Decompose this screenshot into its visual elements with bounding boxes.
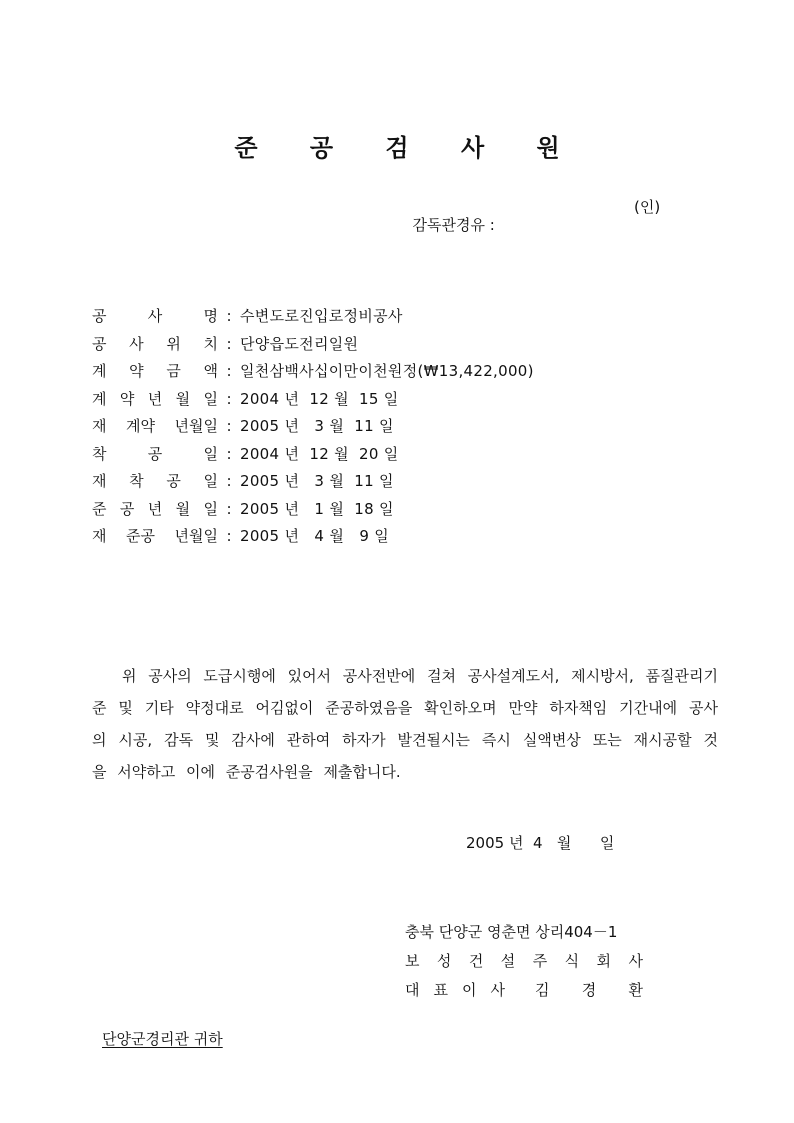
info-row: [92, 389, 534, 417]
project-info-table: [92, 306, 534, 554]
representative-name-char: 김: [535, 981, 550, 999]
info-colon: :: [226, 334, 232, 353]
info-label-part: 공: [119, 499, 135, 518]
info-label-part: 월: [175, 389, 191, 408]
info-value: 단양읍도전리일원: [240, 334, 359, 353]
representative-name: [535, 976, 643, 1005]
info-label-part: 년월일: [174, 417, 218, 435]
declaration-text: [92, 660, 718, 788]
info-label-part: 준: [92, 499, 107, 518]
info-value: 2005 년 3 월 11 일: [240, 472, 394, 490]
representative: [405, 976, 643, 1005]
info-label-part: 위: [166, 334, 181, 353]
info-value: 2004 년 12 월 15 일: [240, 389, 399, 408]
info-colon: :: [226, 307, 232, 325]
info-colon: :: [226, 417, 232, 435]
info-row: [92, 416, 534, 444]
info-label-part: 준공: [126, 527, 155, 545]
info-colon: :: [226, 499, 232, 518]
info-value: 2004 년 12 월 20 일: [240, 444, 399, 463]
contractor-block: [405, 918, 643, 1005]
info-label-part: 액: [203, 362, 218, 380]
document-title: 준 공 검 사 원: [234, 133, 582, 162]
info-label-part: 착: [92, 444, 107, 463]
info-label-part: 재: [92, 472, 107, 490]
info-label-part: 사: [129, 334, 144, 353]
info-value: 일천삼백사십이만이천원정(₩13,422,000): [240, 362, 534, 380]
info-label-part: 일: [203, 444, 218, 463]
info-row: [92, 444, 534, 472]
company-char: 설: [500, 952, 516, 970]
info-row: [92, 499, 534, 527]
info-colon: :: [226, 389, 232, 408]
representative-title-char: 대: [405, 981, 420, 999]
info-label-part: 년월일: [174, 527, 218, 545]
info-row: [92, 526, 534, 554]
contractor-address: 충북 단양군 영춘면 상리404－1: [405, 923, 618, 941]
company-char: 건: [468, 952, 484, 970]
info-label-part: 계: [92, 362, 107, 380]
supervisor-line: [403, 196, 661, 253]
info-label-part: 공: [147, 444, 163, 463]
info-label-part: 일: [203, 389, 218, 408]
info-label-part: 일: [203, 472, 218, 490]
info-row: [92, 334, 534, 362]
info-label-part: 금: [166, 362, 181, 380]
info-row: [92, 361, 534, 389]
company-char: 성: [436, 952, 452, 970]
info-label: [92, 334, 218, 362]
info-label-part: 공: [166, 472, 181, 490]
info-label-part: 년: [147, 499, 163, 518]
company-char: 사: [628, 952, 643, 970]
info-colon: :: [226, 527, 232, 545]
info-value: 수변도로진입로정비공사: [240, 307, 403, 325]
info-label-part: 재: [92, 527, 107, 545]
representative-name-char: 환: [628, 981, 643, 999]
info-label-part: 계약: [126, 417, 155, 435]
info-label-part: 계: [92, 389, 107, 408]
info-value: 2005 년 4 월 9 일: [240, 527, 390, 545]
company-char: 식: [564, 952, 580, 970]
info-colon: :: [226, 444, 232, 463]
company-char: 보: [405, 952, 420, 970]
info-label-part: 사: [147, 307, 163, 325]
company-name: [405, 947, 643, 976]
company-char: 회: [596, 952, 612, 970]
info-label-part: 재: [92, 417, 107, 435]
info-label-part: 착: [129, 472, 144, 490]
info-row: [92, 471, 534, 499]
company-char: 주: [532, 952, 548, 970]
info-label: [92, 499, 218, 527]
info-label-part: 공: [92, 334, 107, 353]
info-label: [92, 389, 218, 417]
representative-title: [405, 976, 505, 1005]
info-label: [92, 471, 218, 499]
recipient: 단양군경리관 귀하: [102, 1030, 223, 1048]
representative-title-char: 표: [433, 981, 448, 999]
info-label: [92, 526, 218, 554]
declaration-paragraph: 위 공사의 도급시행에 있어서 공사전반에 걸쳐 공사설계도서, 제시방서, 품질관리기준 및 기타 약정대로 어김없이 준공하였음을 확인하오며 만약 하자책임 기간내에 공사의 시공, 감독 및 감사에 관하여 하자가 발견될시는 즉시 실액변상 또는 재시공할 것을 서약하고 이에 준공검사원을 제출합니다.: [92, 667, 718, 781]
info-label: [92, 306, 218, 334]
info-label-part: 일: [203, 499, 218, 518]
info-label-part: 공: [92, 307, 107, 325]
info-row: [92, 306, 534, 334]
seal-mark: (인): [634, 198, 661, 216]
info-value: 2005 년 1 월 18 일: [240, 499, 394, 518]
info-label-part: 월: [175, 499, 191, 518]
representative-name-char: 경: [581, 981, 597, 999]
info-value: 2005 년 3 월 11 일: [240, 417, 394, 435]
info-label: [92, 361, 218, 389]
info-label-part: 약: [119, 389, 135, 408]
info-colon: :: [226, 362, 232, 380]
info-label: [92, 416, 218, 444]
representative-title-char: 이: [462, 981, 477, 999]
info-label: [92, 444, 218, 472]
supervisor-label: 감독관경유 :: [412, 216, 495, 234]
info-label-part: 약: [129, 362, 144, 380]
info-label-part: 치: [203, 334, 218, 353]
info-label-part: 년: [147, 389, 163, 408]
submission-date: 2005 년 4 월 일: [466, 834, 615, 852]
info-label-part: 명: [203, 307, 218, 325]
representative-title-char: 사: [490, 981, 505, 999]
info-colon: :: [226, 472, 232, 490]
